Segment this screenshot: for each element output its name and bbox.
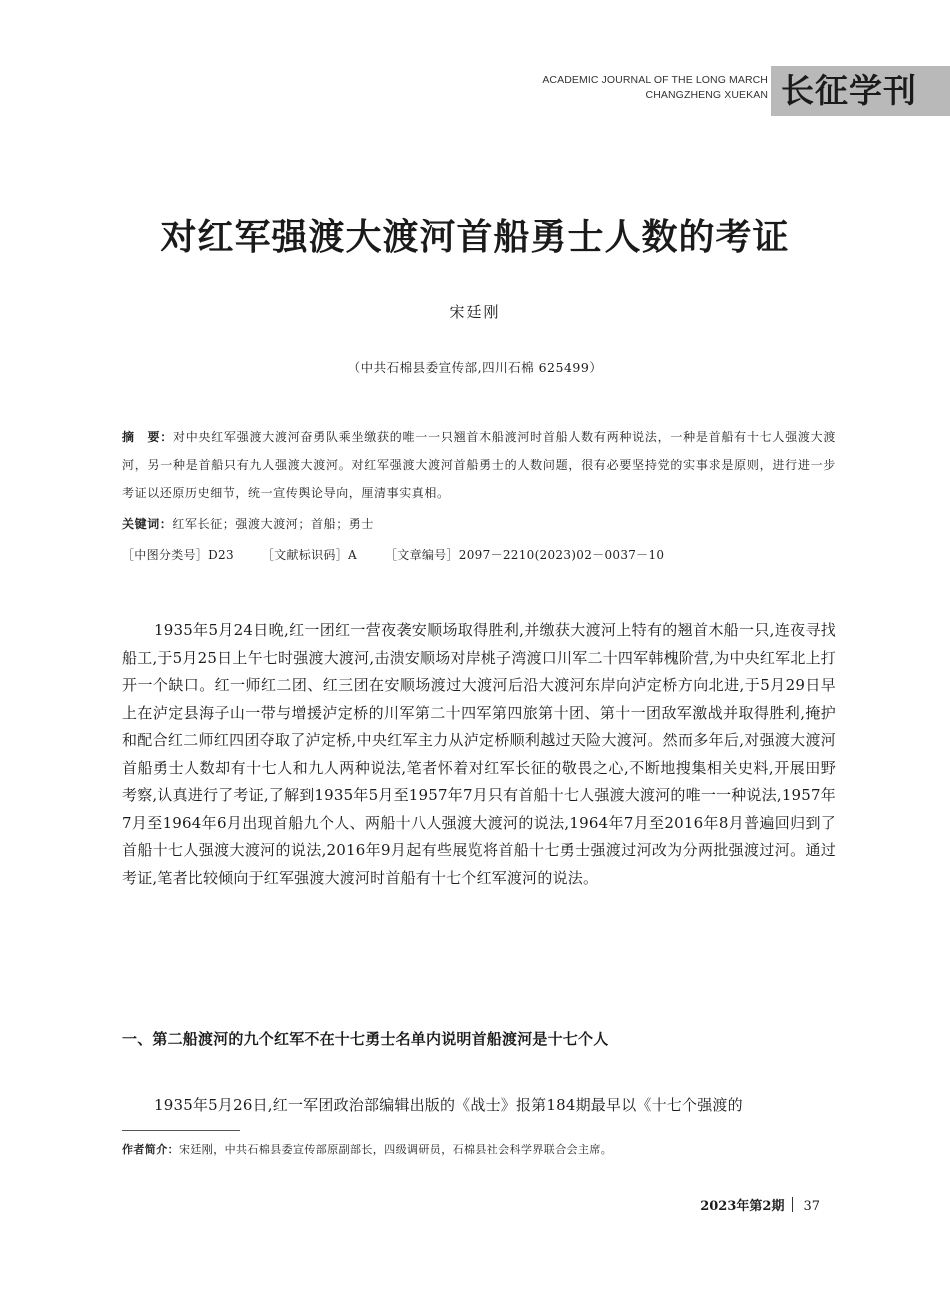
journal-name-chinese: 长征学刊 bbox=[781, 71, 917, 110]
journal-name-english-line2: CHANGZHENG XUEKAN bbox=[645, 89, 768, 101]
classification-line bbox=[122, 543, 836, 567]
keywords-text: 红军长征；强渡大渡河；首船；勇士 bbox=[172, 517, 375, 531]
body-paragraph-2: 1935年5月26日,红一军团政治部编辑出版的《战士》报第184期最早以《十七个强渡的 bbox=[154, 1096, 743, 1114]
abstract bbox=[122, 423, 836, 507]
journal-name-english bbox=[542, 73, 768, 103]
page-number: 37 bbox=[803, 1199, 820, 1214]
footnote-text: 宋廷刚，中共石棉县委宣传部原副部长，四级调研员，石棉县社会科学界联合会主席。 bbox=[179, 1143, 613, 1156]
journal-name-banner bbox=[771, 66, 950, 116]
author-footnote bbox=[122, 1140, 836, 1160]
article-number-value: 2097－2210(2023)02－0037－10 bbox=[458, 548, 665, 562]
article-number-label: ［文章编号］ bbox=[384, 548, 459, 562]
clc-value: D23 bbox=[208, 548, 234, 562]
journal-header bbox=[0, 0, 950, 150]
abstract-label: 摘 要： bbox=[122, 430, 174, 444]
author-affiliation: （中共石棉县委宣传部,四川石棉 625499） bbox=[347, 360, 603, 375]
footnote-label: 作者简介： bbox=[122, 1143, 179, 1156]
journal-name-english-line1: ACADEMIC JOURNAL OF THE LONG MARCH bbox=[542, 74, 768, 86]
section-heading-1: 一、第二船渡河的九个红军不在十七勇士名单内说明首船渡河是十七个人 bbox=[122, 1030, 609, 1048]
footnote-divider bbox=[122, 1130, 240, 1131]
page-footer bbox=[700, 1196, 820, 1218]
doc-code-value: A bbox=[348, 548, 357, 562]
keywords bbox=[122, 512, 836, 536]
footer-separator bbox=[792, 1197, 793, 1212]
article-title: 对红军强渡大渡河首船勇士人数的考证 bbox=[160, 216, 790, 258]
doc-code-label: ［文献标识码］ bbox=[261, 548, 349, 562]
body-paragraph-1: 1935年5月24日晚,红一团红一营夜袭安顺场取得胜利,并缴获大渡河上特有的翘首木船一只,连夜寻找船工,于5月25日上午七时强渡大渡河,击溃安顺场对岸桃子湾渡口川军二十四军韩槐阶营,为中央红军北上打开一个缺口。红一师红二团、红三团在安顺场渡过大渡河后沿大渡河东岸向泸定桥方向北进,于5月29日早上在泸定县海子山一带与增援泸定桥的川军第二十四军第四旅第十团、第十一团敌军激战并取得胜利,掩护和配合红二师红四团夺取了泸定桥,中央红军主力从泸定桥顺利越过天险大渡河。然而多年后,对强渡大渡河首船勇士人数却有十七人和九人两种说法,笔者怀着对红军长征的敬畏之心,不断地搜集相关史料,开展田野考察,认真进行了考证,了解到1935年5月至1957年7月只有首船十七人强渡大渡河的唯一一种说法,1957年7月至1964年6月出现首船九个人、两船十八人强渡大渡河的说法,1964年7月至2016年8月普遍回归到了首船十七人强渡大渡河的说法,2016年9月起有些展览将首船十七勇士强渡过河改为分两批强渡过河。通过考证,笔者比较倾向于红军强渡大渡河时首船有十七个红军渡河的说法。 bbox=[122, 621, 836, 887]
issue-label: 2023年第2期 bbox=[700, 1199, 785, 1214]
article-author: 宋廷刚 bbox=[449, 303, 501, 321]
clc-label: ［中图分类号］ bbox=[122, 548, 209, 562]
keywords-label: 关键词： bbox=[122, 517, 173, 531]
abstract-text: 对中央红军强渡大渡河奋勇队乘坐缴获的唯一一只翘首木船渡河时首船人数有两种说法，一种是首船有十七人强渡大渡河，另一种是首船只有九人强渡大渡河。对红军强渡大渡河首船勇士的人数问题，很有必要坚持党的实事求是原则，进行进一步考证以还原历史细节，统一宣传舆论导向，厘清事实真相。 bbox=[122, 430, 836, 500]
